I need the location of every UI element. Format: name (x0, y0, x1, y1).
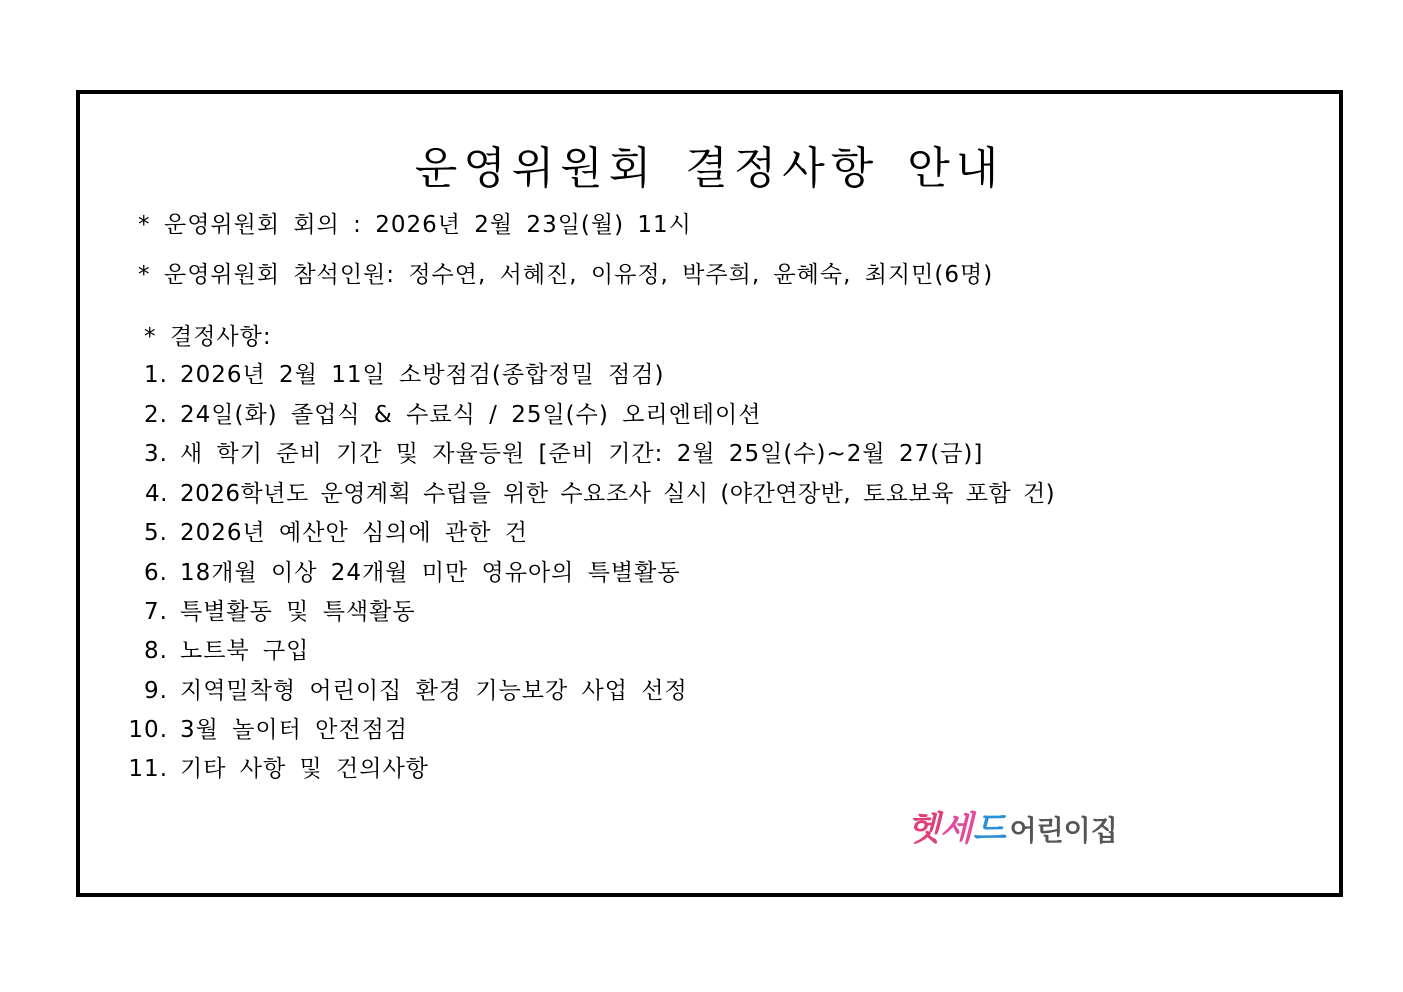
decisions-header-text: 결정사항: (170, 324, 272, 350)
item-text: 지역밀착형 어린이집 환경 기능보강 사업 선정 (180, 678, 688, 704)
list-item (110, 554, 681, 587)
logo-text: 어린이집 (1009, 814, 1118, 847)
item-text: 24일(화) 졸업식 & 수료식 / 25일(수) 오리엔테이션 (180, 402, 762, 428)
item-text: 특별활동 및 특색활동 (180, 599, 416, 625)
logo-part: 세 (939, 809, 973, 849)
daycare-logo (907, 801, 1118, 850)
item-text: 18개월 이상 24개월 미만 영유아의 특별활동 (180, 560, 681, 586)
meeting-text: 운영위원회 회의 : 2026년 2월 23일(월) 11시 (164, 212, 692, 238)
list-item (110, 356, 664, 389)
meeting-info (138, 206, 692, 239)
item-number: 4. (145, 481, 168, 507)
item-text: 새 학기 준비 기간 및 자율등원 [준비 기간: 2월 25일(수)~2월 27(금)] (180, 441, 984, 467)
bullet-star: * (138, 262, 151, 288)
list-item (110, 475, 1055, 508)
list-item (110, 672, 688, 705)
item-text: 2026년 2월 11일 소방점검(종합정밀 점검) (180, 362, 665, 388)
item-number: 10. (128, 717, 168, 743)
list-item (110, 514, 528, 547)
item-number: 1. (144, 362, 168, 388)
item-number: 6. (144, 560, 168, 586)
notice-frame (76, 90, 1343, 897)
item-number: 7. (144, 599, 168, 625)
item-number: 9. (144, 678, 168, 704)
decisions-header (144, 318, 272, 351)
list-item (110, 396, 761, 429)
item-number: 8. (144, 638, 168, 664)
item-text: 3월 놀이터 안전점검 (180, 717, 408, 743)
attendees-text: 운영위원회 참석인원: 정수연, 서혜진, 이유정, 박주희, 윤혜숙, 최지민(6명) (164, 262, 994, 288)
attendees-info (138, 256, 993, 289)
list-item (110, 593, 416, 626)
page-title: 운영위원회 결정사항 안내 (414, 143, 1005, 194)
item-text: 기타 사항 및 건의사항 (180, 756, 429, 782)
item-number: 11. (128, 756, 168, 782)
list-item (110, 750, 429, 783)
bullet-star: * (144, 324, 157, 350)
logo-part: 드 (972, 809, 1006, 849)
item-text: 2026년 예산안 심의에 관한 건 (180, 520, 528, 546)
list-item (110, 711, 408, 744)
item-number: 5. (144, 520, 168, 546)
item-number: 3. (144, 441, 168, 467)
item-text: 2026학년도 운영계획 수립을 위한 수요조사 실시 (야간연장반, 토요보육 포함 건) (180, 481, 1056, 507)
item-number: 2. (144, 402, 168, 428)
logo-part: 헷 (907, 809, 940, 849)
list-item (110, 632, 309, 665)
item-text: 노트북 구입 (180, 638, 310, 664)
list-item (110, 435, 983, 468)
bullet-star: * (138, 212, 151, 238)
